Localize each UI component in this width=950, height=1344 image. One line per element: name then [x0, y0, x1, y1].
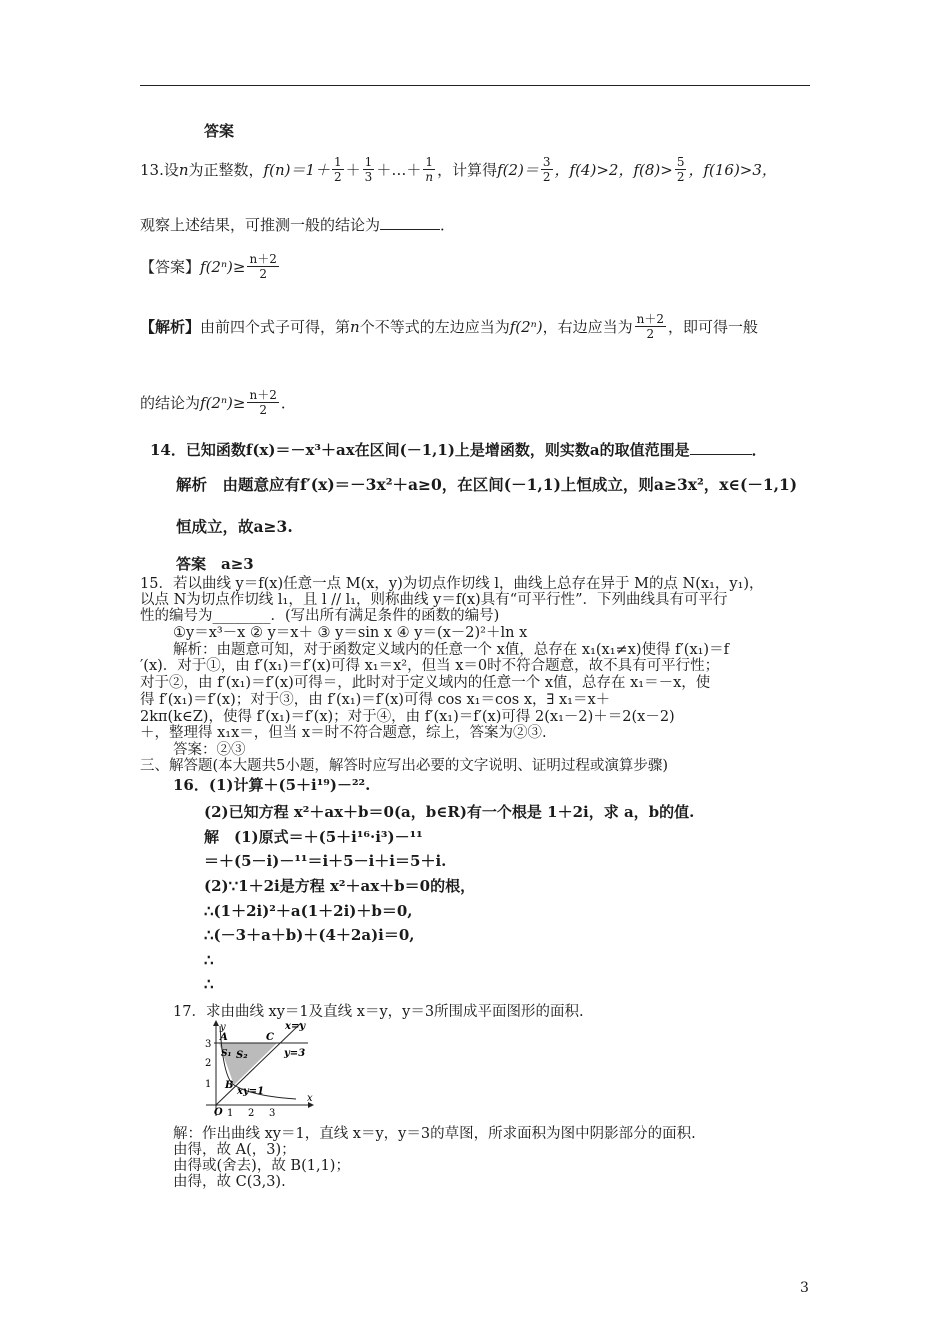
label-y-eq-3: y=3: [284, 1048, 306, 1059]
q16-part1: 16．(1)计算＋(5＋i¹⁹)－²².: [173, 776, 371, 794]
section-3-heading: 三、解答题(本大题共5小题，解答时应写出必要的文字说明、证明过程或演算步骤): [140, 758, 669, 774]
y-tick-2: 2: [205, 1058, 212, 1069]
q16-part2: (2)已知方程 x²＋ax＋b＝0(a，b∈R)有一个根是 1＋2i，求 a，b的值.: [204, 803, 695, 821]
frac-one-half: $\frac{1}{2}$: [334, 155, 342, 184]
q17-sol4: 由得，故 C(3,3).: [173, 1174, 286, 1190]
y-axis-label: y: [220, 1022, 226, 1033]
q16-sol5: ∴(－3＋a＋b)＋(4＋2a)i＝0,: [204, 926, 415, 944]
x-axis-label: x: [307, 1093, 313, 1104]
q13-conclusion: 的结论为 f(2ⁿ) ≥ $\frac{n+2}{2}$ ．: [140, 388, 296, 417]
q13-line1: 13.设 n 为正整数， f(n)＝1＋ $\frac{1}{2}$ ＋ $\frac{1}{3}$ ＋…＋ $\frac{1}{n}$ ，计算得 f(2)＝ $\frac{3}{2}$ ，f(4)>2，f(8)> $\frac{5}{2}$ ，f(16)>3，: [140, 155, 777, 184]
q16-sol4: ∴(1＋2i)²＋a(1＋2i)＋b＝0,: [204, 902, 413, 920]
q13-prefix: 13.设: [140, 160, 179, 179]
q15-answer: 答案：②③: [173, 742, 246, 758]
q17-figure: [196, 1018, 321, 1118]
x-tick-1: 1: [227, 1108, 234, 1118]
frac-one-over-n: $\frac{1}{n}$: [425, 155, 434, 184]
q13-line2: 观察上述结果，可推测一般的结论为 ．: [140, 216, 456, 234]
point-a-label: A: [220, 1032, 228, 1043]
header-rule: [140, 85, 810, 86]
origin-label: O: [214, 1107, 223, 1118]
region-s2-label: S₂: [236, 1050, 248, 1061]
q15-line2: 以点 N为切点作切线 l₁，且 l // l₁，则称曲线 y＝f(x)具有“可平行性”．下列曲线具有可平行: [140, 592, 728, 608]
frac-n-plus-2-over-2: $\frac{n+2}{2}$: [249, 252, 277, 281]
point-c-label: C: [266, 1032, 274, 1043]
point-b-label: B: [225, 1080, 234, 1091]
q16-sol6: ∴: [204, 951, 214, 969]
x-tick-2: 2: [248, 1108, 255, 1118]
q13-f-eq: f(n)＝1＋: [263, 160, 331, 179]
frac-three-halves: $\frac{3}{2}$: [542, 155, 551, 184]
frac-five-halves: $\frac{5}{2}$: [676, 155, 685, 184]
q17-sol2: 由得，故 A(，3)；: [173, 1142, 296, 1158]
q16-sol1: 解 (1)原式＝＋(5＋i¹⁶·i³)－¹¹: [204, 828, 423, 846]
q15-line3: 性的编号为________．(写出所有满足条件的函数的编号): [140, 608, 500, 624]
frac-one-third: $\frac{1}{3}$: [364, 155, 373, 184]
q13-answer: 【答案】 f(2ⁿ)≥ $\frac{n+2}{2}$: [140, 252, 277, 281]
q17-stem: 17．求由曲线 xy＝1及直线 x＝y，y＝3所围成平面图形的面积.: [173, 1004, 584, 1020]
q16-sol7: ∴: [204, 975, 214, 993]
q16-sol3: (2)∵1＋2i是方程 x²＋ax＋b＝0的根，: [204, 877, 476, 895]
q15-analysis-1: 解析：由题意可知，对于函数定义域内的任意一个 x值，总存在 x₁(x₁≠x)使得 f′(x₁)＝f: [173, 642, 729, 658]
x-tick-3: 3: [269, 1108, 276, 1118]
y-tick-1: 1: [205, 1079, 212, 1090]
q13-analysis: 【解析】 由前四个式子可得，第 n 个不等式的左边应当为 f(2ⁿ) ，右边应当为 $\frac{n+2}{2}$ ，即可得一般: [140, 312, 759, 341]
q13-n: n: [178, 160, 189, 179]
q15-analysis-4: 得 f′(x₁)＝f′(x)；对于③，由 f′(x₁)＝f′(x)可得 cos x₁＝cos x，∃ x₁＝x＋: [140, 692, 611, 708]
q15-options: ①y＝x³－x ② y＝x＋ ③ y＝sin x ④ y＝(x－2)²＋ln x: [173, 625, 528, 641]
q14-analysis: 解析 由题意应有f′(x)＝－3x²＋a≥0，在区间(－1,1)上恒成立，则a≥3x²，x∈(－1,1): [176, 475, 798, 494]
page-number: 3: [800, 1280, 809, 1296]
q15-analysis-5: 2kπ(k∈Z)，使得 f′(x₁)＝f′(x)；对于④，由 f′(x₁)＝f′(x)可得 2(x₁－2)＋＝2(x－2): [140, 709, 675, 725]
q16-sol2: ＝＋(5－i)－¹¹＝i＋5－i＋i＝5＋i.: [204, 852, 447, 870]
q13-mid1: 为正整数，: [188, 160, 264, 179]
region-s1-label: S₁: [221, 1049, 232, 1059]
q15-analysis-2: ′(x)．对于①，由 f′(x₁)＝f′(x)可得 x₁＝x²，但当 x＝0时不符合题意，故不具有可平行性；: [140, 658, 720, 674]
q15-line1: 15．若以曲线 y＝f(x)任意一点 M(x，y)为切点作切线 l，曲线上总存在异于 M的点 N(x₁，y₁)，: [140, 576, 764, 592]
q17-sol1: 解：作出曲线 xy＝1，直线 x＝y，y＝3的草图，所求面积为图中阴影部分的面积.: [173, 1126, 696, 1142]
y-tick-3: 3: [205, 1039, 212, 1050]
q15-analysis-3: 对于②，由 f′(x₁)＝f′(x)可得＝，此时对于定义域内的任意一个 x值，总存在 x₁＝－x，使: [140, 675, 711, 691]
q14-analysis-cont: 恒成立，故a≥3.: [176, 517, 293, 536]
q14-answer: 答案 a≥3: [176, 555, 254, 573]
y-axis-arrow: [213, 1020, 219, 1026]
answer-blank: [380, 217, 440, 230]
q14-stem: 14．已知函数f(x)＝－x³＋ax在区间(－1,1)上是增函数，则实数a的取值范围是 ．: [150, 441, 767, 459]
q15-analysis-6: ＋，整理得 x₁x＝，但当 x＝时不符合题意，综上，答案为②③.: [140, 725, 547, 741]
label-x-eq-y: x=y: [285, 1021, 306, 1032]
answer-heading: 答案: [204, 122, 235, 140]
label-xy-eq-1: xy=1: [237, 1086, 265, 1097]
q17-sol3: 由得或(舍去)，故 B(1,1)；: [173, 1158, 350, 1174]
